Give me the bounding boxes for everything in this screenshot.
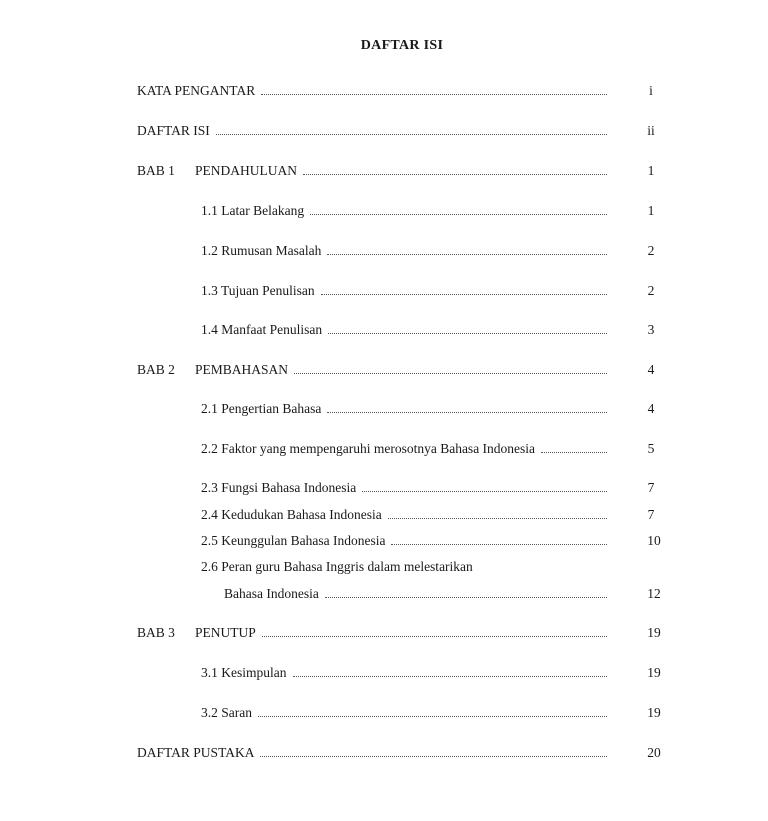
toc-chapter-entry bbox=[137, 361, 611, 379]
dot-leader bbox=[258, 716, 607, 717]
toc-entry-label: Bahasa Indonesia bbox=[224, 586, 319, 601]
toc-entry-label: DAFTAR ISI bbox=[137, 123, 210, 138]
dot-leader bbox=[260, 756, 607, 757]
toc-entry-label: 1.1 Latar Belakang bbox=[201, 203, 305, 218]
dot-leader bbox=[388, 518, 607, 519]
toc-subentry bbox=[201, 532, 611, 550]
toc-page-number: 5 bbox=[647, 441, 655, 456]
dot-leader bbox=[321, 294, 607, 295]
toc-subentry bbox=[201, 202, 611, 220]
toc-entry bbox=[137, 122, 611, 140]
toc-page-number: 1 bbox=[647, 203, 655, 218]
toc-subentry-line-1: 2.6 Peran guru Bahasa Inggris dalam melestarikan bbox=[201, 559, 473, 574]
toc-page-number: 12 bbox=[647, 586, 661, 601]
toc-subentry bbox=[201, 242, 611, 260]
toc-entry-label: PEMBAHASAN bbox=[195, 362, 289, 377]
toc-page-number: 10 bbox=[647, 533, 661, 548]
toc-subentry bbox=[201, 282, 611, 300]
toc-entry bbox=[137, 82, 611, 100]
toc-entry bbox=[137, 744, 611, 762]
dot-leader bbox=[303, 174, 607, 175]
dot-leader bbox=[327, 412, 607, 413]
toc-entry-label: 1.3 Tujuan Penulisan bbox=[201, 283, 315, 298]
dot-leader bbox=[294, 373, 607, 374]
toc-page-number: 3 bbox=[647, 322, 655, 337]
toc-entry-label: 2.1 Pengertian Bahasa bbox=[201, 401, 322, 416]
toc-entry-label: 1.4 Manfaat Penulisan bbox=[201, 322, 323, 337]
toc-page-number: 4 bbox=[647, 362, 655, 377]
dot-leader bbox=[293, 676, 608, 677]
chapter-number: BAB 2 bbox=[137, 362, 175, 377]
toc-page-number: 19 bbox=[647, 625, 661, 640]
dot-leader bbox=[362, 491, 607, 492]
toc-entry-label: 3.1 Kesimpulan bbox=[201, 665, 287, 680]
dot-leader bbox=[391, 544, 607, 545]
dot-leader bbox=[325, 597, 607, 598]
dot-leader bbox=[261, 94, 607, 95]
toc-entry-label: 2.4 Kedudukan Bahasa Indonesia bbox=[201, 507, 382, 522]
toc-subentry bbox=[201, 440, 611, 458]
dot-leader bbox=[216, 134, 607, 135]
chapter-number: BAB 1 bbox=[137, 163, 175, 178]
toc-entry-label: 2.3 Fungsi Bahasa Indonesia bbox=[201, 480, 357, 495]
toc-subentry bbox=[201, 506, 611, 524]
toc-page-number: 2 bbox=[647, 283, 655, 298]
toc-chapter-entry bbox=[137, 624, 611, 642]
toc-page-number: i bbox=[649, 83, 653, 98]
dot-leader bbox=[328, 333, 607, 334]
toc-page-number: 19 bbox=[647, 665, 661, 680]
toc-page-number: 2 bbox=[647, 243, 655, 258]
toc-page-number: 7 bbox=[647, 507, 655, 522]
toc-entry-label: 2.2 Faktor yang mempengaruhi merosotnya Bahasa Indonesia bbox=[201, 441, 536, 456]
page-title: DAFTAR ISI bbox=[360, 38, 444, 53]
toc-page-number: 20 bbox=[647, 745, 661, 760]
toc-subentry bbox=[201, 479, 611, 497]
toc-entry-label: DAFTAR PUSTAKA bbox=[137, 745, 255, 760]
toc-subentry bbox=[201, 321, 611, 339]
toc-page-number: 7 bbox=[647, 480, 655, 495]
toc-subentry bbox=[201, 704, 611, 722]
dot-leader bbox=[327, 254, 607, 255]
toc-entry-label: KATA PENGANTAR bbox=[137, 83, 256, 98]
toc-entry-label: 1.2 Rumusan Masalah bbox=[201, 243, 322, 258]
toc-page-number: 4 bbox=[647, 401, 655, 416]
dot-leader bbox=[262, 636, 607, 637]
toc-chapter-entry bbox=[137, 162, 611, 180]
chapter-number: BAB 3 bbox=[137, 625, 175, 640]
dot-leader bbox=[310, 214, 607, 215]
toc-subentry bbox=[201, 400, 611, 418]
toc-page-number: 19 bbox=[647, 705, 661, 720]
toc-entry-label: 3.2 Saran bbox=[201, 705, 252, 720]
toc-page-number: ii bbox=[647, 123, 655, 138]
toc-subentry bbox=[201, 664, 611, 682]
toc-page-number: 1 bbox=[647, 163, 655, 178]
toc-entry-label: PENDAHULUAN bbox=[195, 163, 297, 178]
toc-subentry bbox=[224, 585, 611, 603]
toc-entry-label: 2.5 Keunggulan Bahasa Indonesia bbox=[201, 533, 386, 548]
toc-entry-label: PENUTUP bbox=[195, 625, 256, 640]
dot-leader bbox=[541, 452, 607, 453]
